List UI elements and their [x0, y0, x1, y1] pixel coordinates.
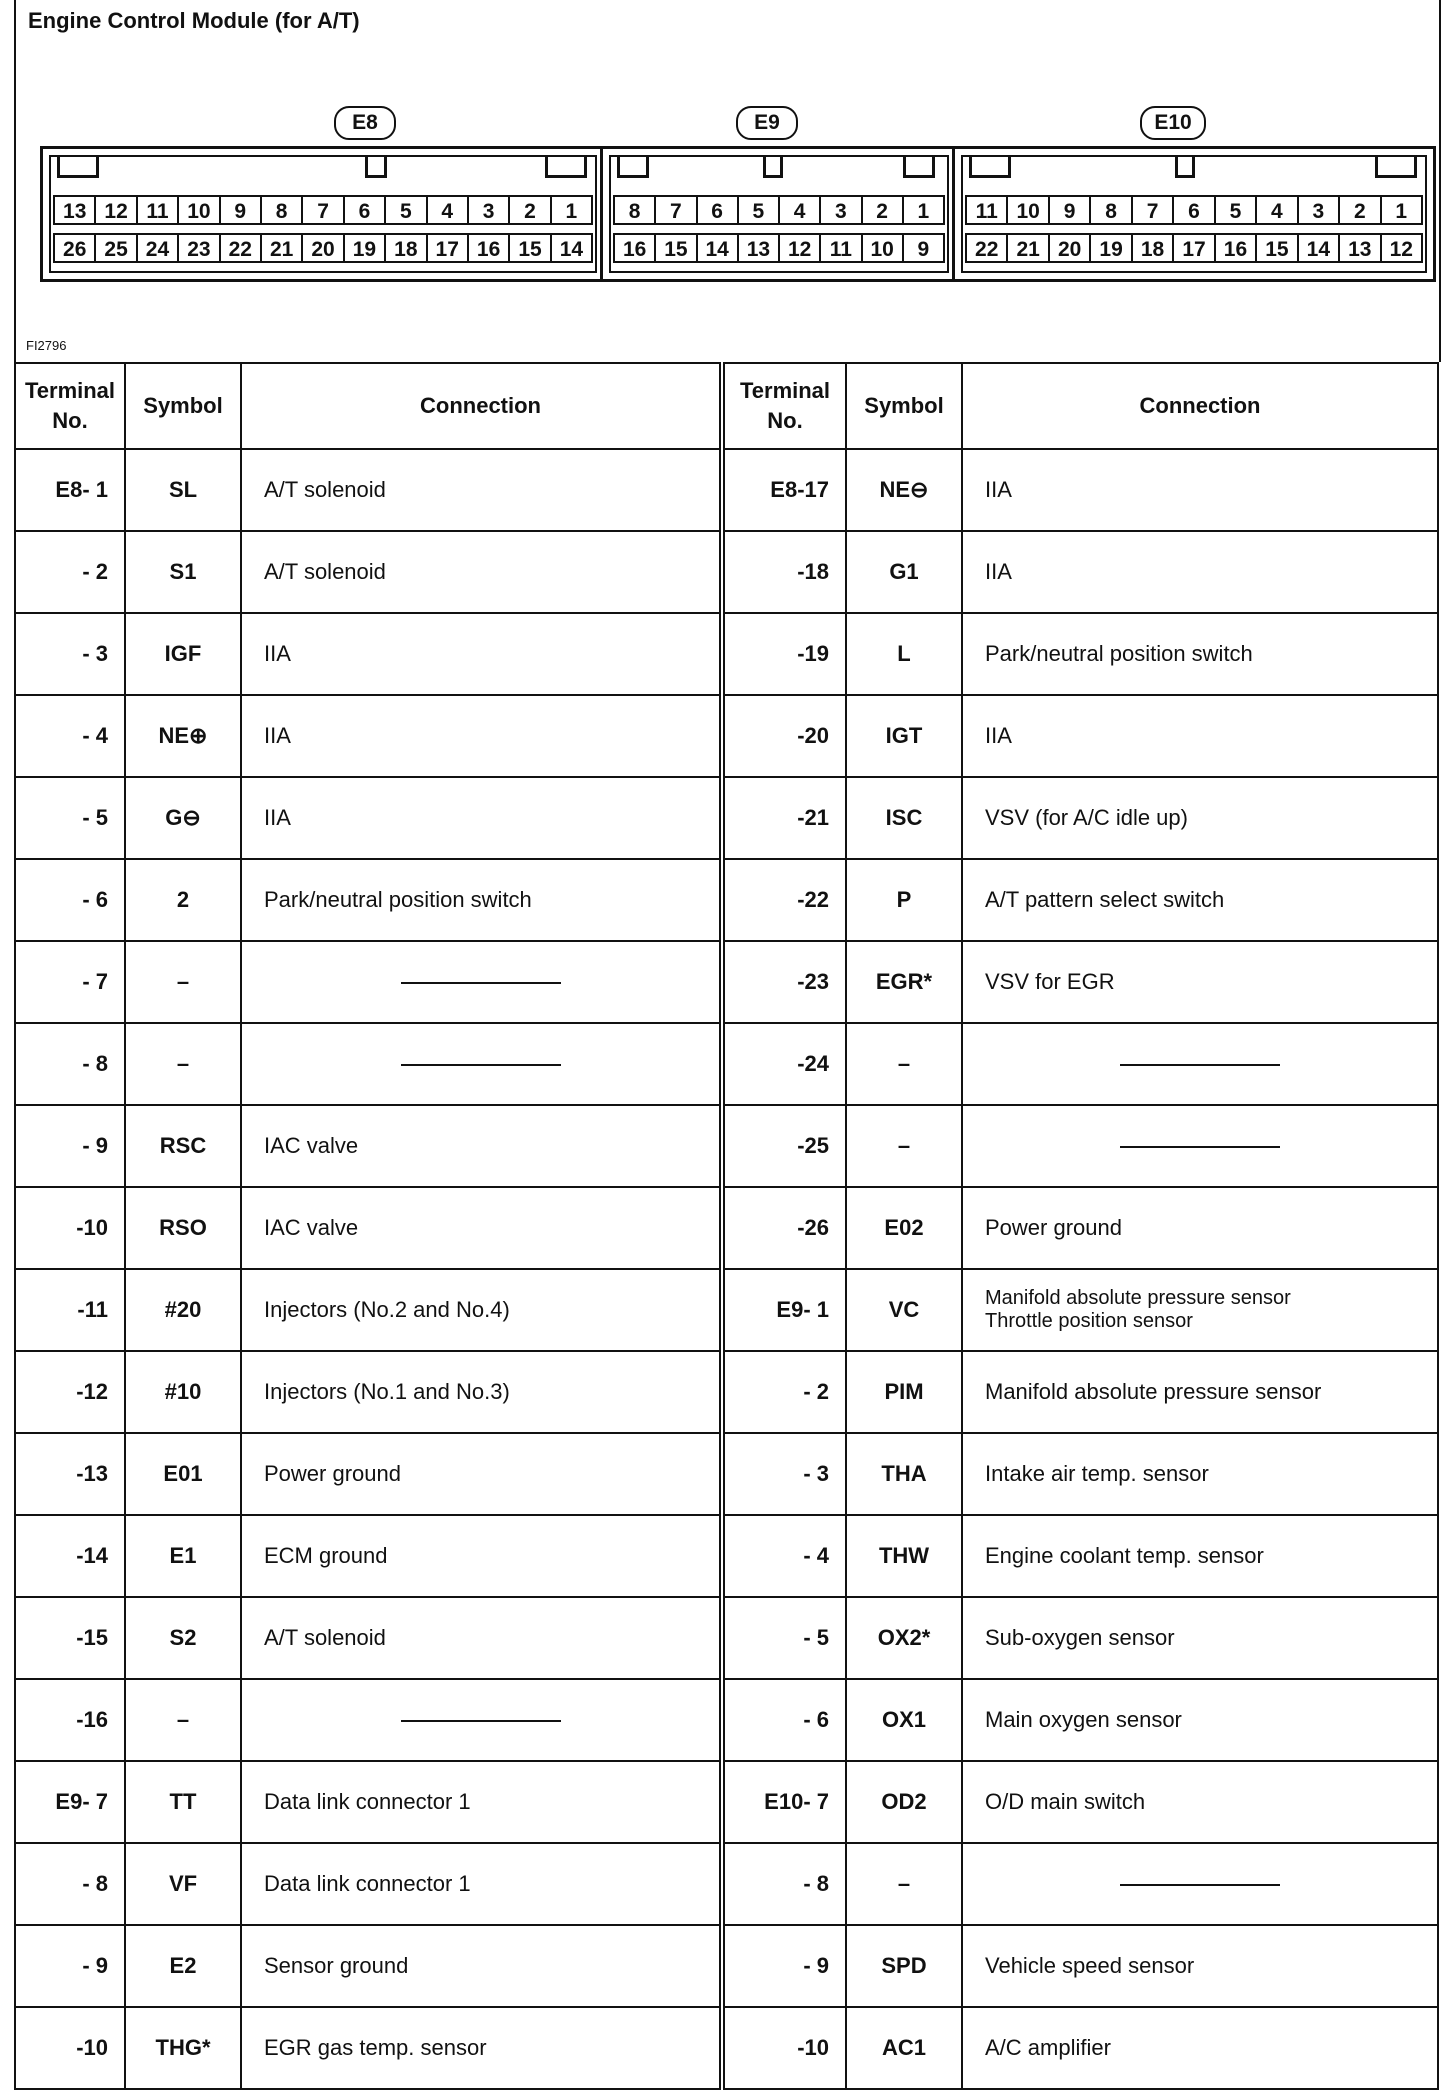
connector-diagram: [14, 0, 1441, 362]
pin: 5: [737, 195, 780, 225]
pin: 18: [1131, 233, 1174, 263]
pin: 7: [301, 195, 344, 225]
connection-cell: Injectors (No.1 and No.3): [241, 1351, 722, 1433]
terminal-no-cell: -10: [15, 2007, 125, 2089]
connection-cell-empty: [241, 941, 722, 1023]
pin: 26: [53, 233, 96, 263]
pin: 4: [778, 195, 821, 225]
table-row: [15, 613, 1438, 695]
connection-cell: IIA: [241, 695, 722, 777]
pin: 2: [1338, 195, 1381, 225]
connection-cell-empty: [962, 1843, 1438, 1925]
connection-cell: IIA: [962, 695, 1438, 777]
pin: 9: [219, 195, 262, 225]
table-row: [15, 941, 1438, 1023]
terminal-no-cell: - 9: [722, 1925, 846, 2007]
connection-cell: O/D main switch: [962, 1761, 1438, 1843]
terminal-no-cell: -23: [722, 941, 846, 1023]
terminal-no-header: Terminal No.: [722, 363, 846, 449]
terminal-no-cell: -20: [722, 695, 846, 777]
pin: 2: [508, 195, 551, 225]
terminal-no-cell: -26: [722, 1187, 846, 1269]
connector-label-e10: E10: [1140, 106, 1206, 140]
terminal-no-cell: -19: [722, 613, 846, 695]
connection-cell: A/T solenoid: [241, 1597, 722, 1679]
connection-cell: IIA: [962, 531, 1438, 613]
pin: 10: [177, 195, 220, 225]
pin: 11: [819, 233, 862, 263]
terminal-no-cell: -18: [722, 531, 846, 613]
terminal-no-cell: - 5: [722, 1597, 846, 1679]
page-title: Engine Control Module (for A/T): [28, 8, 360, 33]
pin: 1: [902, 195, 945, 225]
symbol-cell: –: [125, 1679, 241, 1761]
terminal-no-cell: -21: [722, 777, 846, 859]
terminal-no-header: Terminal No.: [15, 363, 125, 449]
connection-cell: Power ground: [241, 1433, 722, 1515]
table-row: [15, 449, 1438, 531]
connection-cell: Data link connector 1: [241, 1761, 722, 1843]
symbol-cell: ISC: [846, 777, 962, 859]
terminal-no-cell: - 3: [15, 613, 125, 695]
connection-cell: IIA: [241, 613, 722, 695]
symbol-cell: E1: [125, 1515, 241, 1597]
symbol-cell: IGT: [846, 695, 962, 777]
symbol-cell: –: [125, 1023, 241, 1105]
terminal-no-cell: -10: [722, 2007, 846, 2089]
dash-line: [1120, 1064, 1280, 1066]
connection-line: Manifold absolute pressure sensor: [985, 1287, 1291, 1309]
terminal-no-cell: E10- 7: [722, 1761, 846, 1843]
pin: 16: [1214, 233, 1257, 263]
symbol-cell: 2: [125, 859, 241, 941]
terminal-no-cell: - 8: [15, 1023, 125, 1105]
table-row: [15, 1269, 1438, 1351]
connection-cell: A/T solenoid: [241, 531, 722, 613]
terminal-no-cell: - 4: [722, 1515, 846, 1597]
connection-line: Throttle position sensor: [985, 1310, 1193, 1332]
connection-cell-empty: [241, 1679, 722, 1761]
symbol-cell: TT: [125, 1761, 241, 1843]
pin: 21: [260, 233, 303, 263]
pin: 14: [550, 233, 593, 263]
pin: 11: [965, 195, 1008, 225]
pin-row-bottom: [965, 233, 1423, 263]
pin: 6: [1172, 195, 1215, 225]
terminal-no-cell: - 6: [15, 859, 125, 941]
connection-header: Connection: [241, 363, 722, 449]
pin: 10: [1006, 195, 1049, 225]
symbol-cell: RSC: [125, 1105, 241, 1187]
connection-cell: IIA: [962, 449, 1438, 531]
pin: 12: [94, 195, 137, 225]
pin: 9: [902, 233, 945, 263]
pin-row-top: [53, 195, 593, 225]
pin: 16: [467, 233, 510, 263]
pin: 15: [508, 233, 551, 263]
pin: 17: [1172, 233, 1215, 263]
pin: 22: [219, 233, 262, 263]
terminal-no-cell: - 2: [15, 531, 125, 613]
pin: 16: [613, 233, 656, 263]
symbol-cell: THG*: [125, 2007, 241, 2089]
dash-line: [1120, 1884, 1280, 1886]
pin: 5: [384, 195, 427, 225]
table-header-row: [15, 363, 1438, 449]
pin: 8: [260, 195, 303, 225]
symbol-cell: SL: [125, 449, 241, 531]
terminal-no-cell: - 9: [15, 1105, 125, 1187]
pin: 25: [94, 233, 137, 263]
pin: 10: [861, 233, 904, 263]
pin: 7: [1131, 195, 1174, 225]
connection-cell: EGR gas temp. sensor: [241, 2007, 722, 2089]
symbol-cell: NE⊕: [125, 695, 241, 777]
connector-e9: [600, 146, 958, 282]
symbol-cell: THA: [846, 1433, 962, 1515]
connection-cell: Data link connector 1: [241, 1843, 722, 1925]
symbol-cell: #10: [125, 1351, 241, 1433]
symbol-header: Symbol: [846, 363, 962, 449]
pin: 3: [467, 195, 510, 225]
pin: 17: [426, 233, 469, 263]
pin: 20: [301, 233, 344, 263]
table-row: [15, 1597, 1438, 1679]
pin: 13: [737, 233, 780, 263]
terminal-no-cell: - 8: [722, 1843, 846, 1925]
symbol-header: Symbol: [125, 363, 241, 449]
pin: 23: [177, 233, 220, 263]
symbol-cell: THW: [846, 1515, 962, 1597]
terminal-no-cell: -24: [722, 1023, 846, 1105]
terminal-table: [14, 362, 1439, 2090]
table-row: [15, 1515, 1438, 1597]
terminal-no-cell: - 7: [15, 941, 125, 1023]
connector-label-e9: E9: [736, 106, 798, 140]
symbol-cell: NE⊖: [846, 449, 962, 531]
connection-cell-empty: [962, 1023, 1438, 1105]
connection-cell: Intake air temp. sensor: [962, 1433, 1438, 1515]
connection-cell: VSV for EGR: [962, 941, 1438, 1023]
table-row: [15, 1761, 1438, 1843]
pin: 8: [613, 195, 656, 225]
connection-cell: Sensor ground: [241, 1925, 722, 2007]
table-row: [15, 1187, 1438, 1269]
connection-cell: A/T pattern select switch: [962, 859, 1438, 941]
connection-cell: A/T solenoid: [241, 449, 722, 531]
connection-cell: Park/neutral position switch: [241, 859, 722, 941]
connection-cell: Park/neutral position switch: [962, 613, 1438, 695]
table-row: [15, 1023, 1438, 1105]
pin: 9: [1048, 195, 1091, 225]
terminal-no-cell: -11: [15, 1269, 125, 1351]
pin: 19: [343, 233, 386, 263]
symbol-cell: OD2: [846, 1761, 962, 1843]
connector-e10: [952, 146, 1436, 282]
pin: 3: [1297, 195, 1340, 225]
table-row: [15, 531, 1438, 613]
pin: 20: [1048, 233, 1091, 263]
table-body: [15, 449, 1438, 2089]
pin: 14: [1297, 233, 1340, 263]
pin-row-bottom: [53, 233, 593, 263]
connection-cell: Sub-oxygen sensor: [962, 1597, 1438, 1679]
terminal-no-cell: - 2: [722, 1351, 846, 1433]
symbol-cell: G⊖: [125, 777, 241, 859]
connection-cell: IAC valve: [241, 1187, 722, 1269]
connection-cell-empty: [241, 1023, 722, 1105]
terminal-no-cell: -16: [15, 1679, 125, 1761]
symbol-cell: VC: [846, 1269, 962, 1351]
connection-cell: A/C amplifier: [962, 2007, 1438, 2089]
symbol-cell: IGF: [125, 613, 241, 695]
connection-cell: ECM ground: [241, 1515, 722, 1597]
table-row: [15, 1105, 1438, 1187]
symbol-cell: E01: [125, 1433, 241, 1515]
terminal-no-cell: - 3: [722, 1433, 846, 1515]
pin: 5: [1214, 195, 1257, 225]
pin: 21: [1006, 233, 1049, 263]
connection-cell: Injectors (No.2 and No.4): [241, 1269, 722, 1351]
connection-cell: IAC valve: [241, 1105, 722, 1187]
connector-label-e8: E8: [334, 106, 396, 140]
table-row: [15, 777, 1438, 859]
symbol-cell: P: [846, 859, 962, 941]
pin: 18: [384, 233, 427, 263]
symbol-cell: VF: [125, 1843, 241, 1925]
pin-row-top: [613, 195, 945, 225]
terminal-no-cell: -10: [15, 1187, 125, 1269]
table-row: [15, 1925, 1438, 2007]
table-row: [15, 2007, 1438, 2089]
page: [14, 0, 1439, 2060]
pin: 12: [1380, 233, 1423, 263]
connection-cell: IIA: [241, 777, 722, 859]
connection-cell: [962, 1269, 1438, 1351]
pin: 15: [654, 233, 697, 263]
connection-cell: VSV (for A/C idle up): [962, 777, 1438, 859]
pin: 13: [1338, 233, 1381, 263]
symbol-cell: E02: [846, 1187, 962, 1269]
figure-code: FI2796: [26, 338, 67, 353]
dash-line: [401, 1720, 561, 1722]
pin: 3: [819, 195, 862, 225]
connection-cell: Manifold absolute pressure sensor: [962, 1351, 1438, 1433]
terminal-no-cell: E9- 1: [722, 1269, 846, 1351]
terminal-no-cell: -13: [15, 1433, 125, 1515]
symbol-cell: G1: [846, 531, 962, 613]
pin: 12: [778, 233, 821, 263]
terminal-no-cell: -12: [15, 1351, 125, 1433]
terminal-no-cell: -14: [15, 1515, 125, 1597]
terminal-no-cell: - 9: [15, 1925, 125, 2007]
pin: 1: [1380, 195, 1423, 225]
terminal-no-cell: -25: [722, 1105, 846, 1187]
terminal-no-cell: -22: [722, 859, 846, 941]
connection-cell: Engine coolant temp. sensor: [962, 1515, 1438, 1597]
pin: 6: [696, 195, 739, 225]
pin: 4: [426, 195, 469, 225]
pin: 1: [550, 195, 593, 225]
terminal-no-cell: - 6: [722, 1679, 846, 1761]
table-row: [15, 695, 1438, 777]
pin-row-top: [965, 195, 1423, 225]
pin: 6: [343, 195, 386, 225]
pin: 11: [136, 195, 179, 225]
symbol-cell: RSO: [125, 1187, 241, 1269]
terminal-no-cell: E8-17: [722, 449, 846, 531]
terminal-no-cell: E8- 1: [15, 449, 125, 531]
pin: 4: [1255, 195, 1298, 225]
symbol-cell: SPD: [846, 1925, 962, 2007]
symbol-cell: AC1: [846, 2007, 962, 2089]
terminal-no-cell: - 8: [15, 1843, 125, 1925]
symbol-cell: OX2*: [846, 1597, 962, 1679]
pin: 7: [654, 195, 697, 225]
symbol-cell: –: [125, 941, 241, 1023]
dash-line: [1120, 1146, 1280, 1148]
symbol-cell: –: [846, 1105, 962, 1187]
terminal-no-cell: -15: [15, 1597, 125, 1679]
connection-cell: Vehicle speed sensor: [962, 1925, 1438, 2007]
table-row: [15, 1351, 1438, 1433]
symbol-cell: S1: [125, 531, 241, 613]
connection-cell-empty: [962, 1105, 1438, 1187]
connection-cell: Main oxygen sensor: [962, 1679, 1438, 1761]
terminal-no-cell: - 4: [15, 695, 125, 777]
pin: 15: [1255, 233, 1298, 263]
pin: 19: [1089, 233, 1132, 263]
pin: 24: [136, 233, 179, 263]
table-row: [15, 1679, 1438, 1761]
terminal-no-cell: - 5: [15, 777, 125, 859]
dash-line: [401, 1064, 561, 1066]
symbol-cell: –: [846, 1023, 962, 1105]
symbol-cell: PIM: [846, 1351, 962, 1433]
pin: 22: [965, 233, 1008, 263]
symbol-cell: –: [846, 1843, 962, 1925]
symbol-cell: L: [846, 613, 962, 695]
connection-cell: Power ground: [962, 1187, 1438, 1269]
terminal-no-cell: E9- 7: [15, 1761, 125, 1843]
table-row: [15, 859, 1438, 941]
symbol-cell: OX1: [846, 1679, 962, 1761]
pin: 14: [696, 233, 739, 263]
dash-line: [401, 982, 561, 984]
connection-header: Connection: [962, 363, 1438, 449]
pin-row-bottom: [613, 233, 945, 263]
symbol-cell: #20: [125, 1269, 241, 1351]
pin: 2: [861, 195, 904, 225]
symbol-cell: S2: [125, 1597, 241, 1679]
table-row: [15, 1843, 1438, 1925]
pin: 13: [53, 195, 96, 225]
connector-e8: [40, 146, 606, 282]
symbol-cell: EGR*: [846, 941, 962, 1023]
symbol-cell: E2: [125, 1925, 241, 2007]
pin: 8: [1089, 195, 1132, 225]
table-row: [15, 1433, 1438, 1515]
